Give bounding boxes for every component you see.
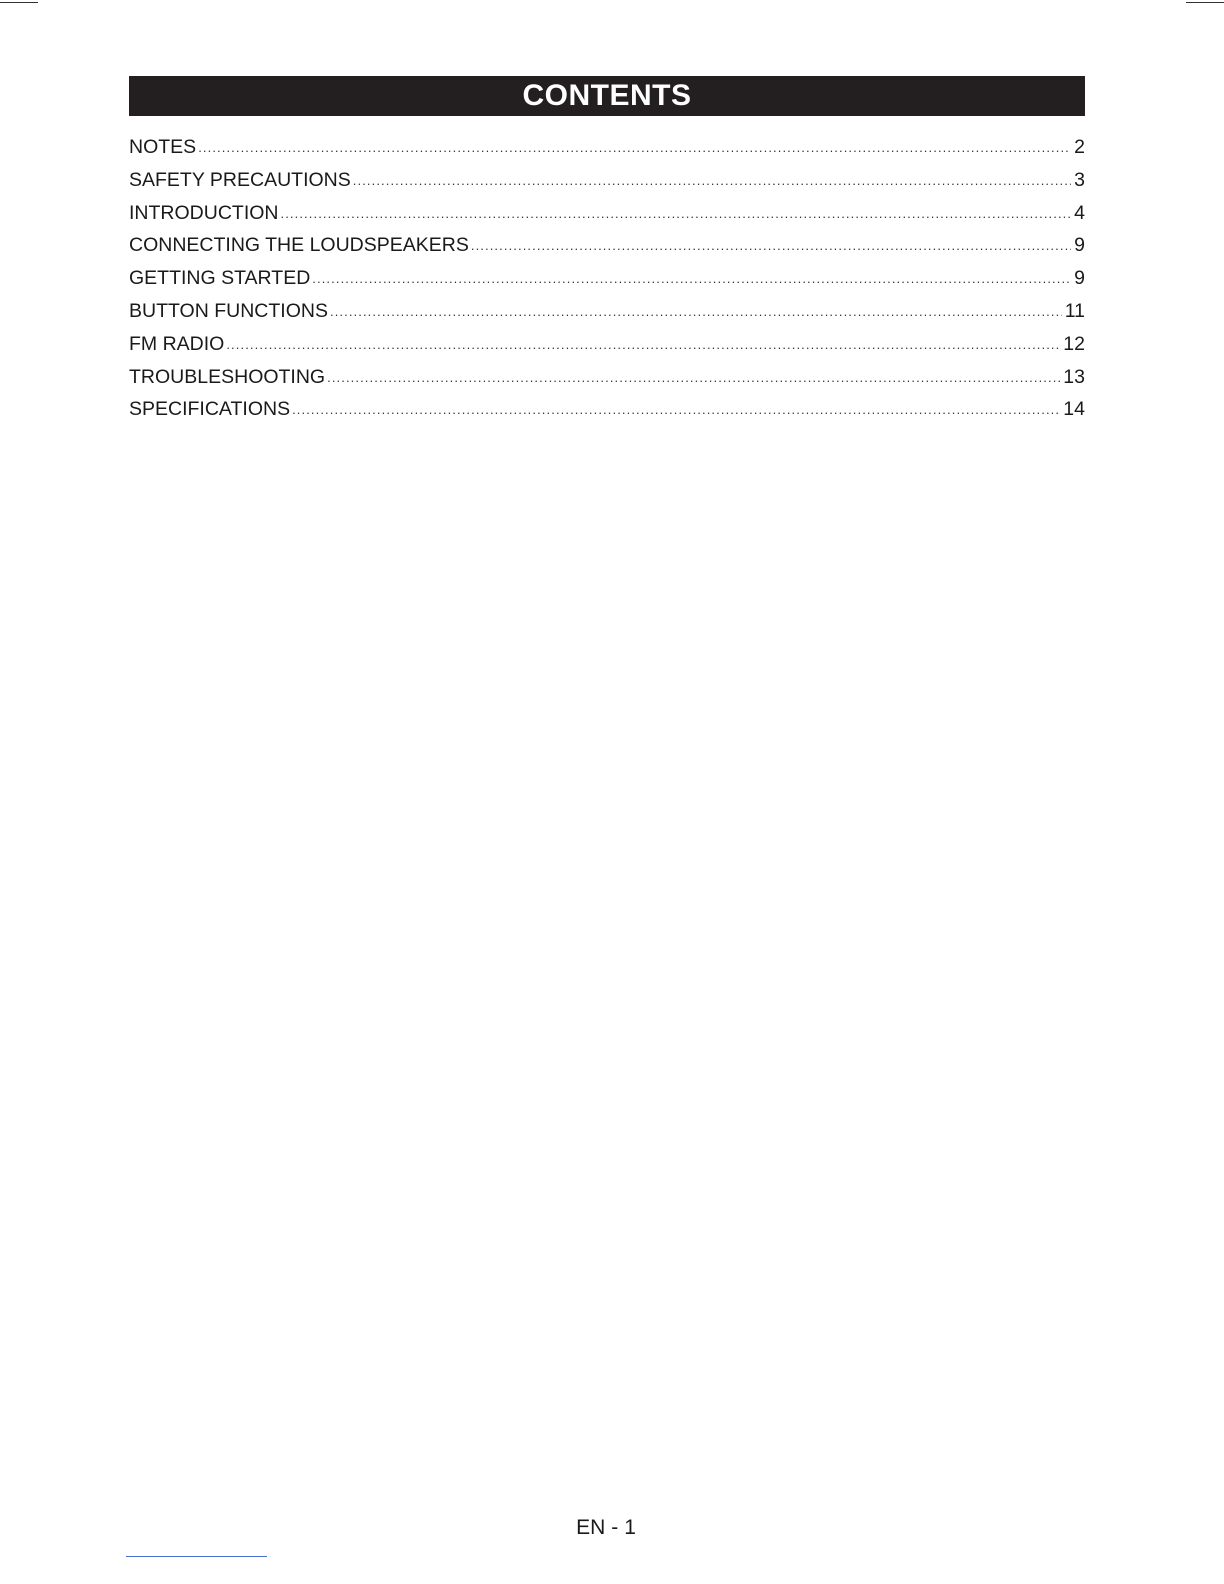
toc-entry-label: CONNECTING THE LOUDSPEAKERS	[129, 234, 469, 257]
dot-leader	[312, 263, 1071, 296]
toc-entry-page: 2	[1074, 136, 1085, 158]
toc-entry-fm-radio[interactable]	[129, 328, 1085, 361]
toc-entry-page: 3	[1074, 168, 1085, 191]
footer-rule	[126, 1556, 267, 1557]
toc-entry-introduction[interactable]	[129, 197, 1085, 230]
toc-entry-page: 12	[1063, 332, 1085, 355]
toc-entry-label: TROUBLESHOOTING	[129, 365, 326, 388]
dot-leader	[292, 394, 1060, 427]
toc-entry-getting-started[interactable]	[129, 262, 1085, 295]
toc-entry-page: 13	[1063, 365, 1085, 388]
table-of-contents	[129, 131, 1085, 426]
dot-leader	[281, 198, 1072, 231]
toc-entry-label: FM RADIO	[129, 332, 225, 355]
toc-entry-specifications[interactable]	[129, 393, 1085, 426]
page-footer	[0, 1516, 1212, 1540]
toc-entry-label: GETTING STARTED	[129, 267, 311, 290]
toc-entry-label: NOTES	[129, 136, 197, 158]
toc-entry-page: 9	[1074, 267, 1085, 290]
footer-separator: -	[611, 1516, 619, 1539]
dot-leader	[327, 362, 1060, 395]
toc-entry-safety-precautions[interactable]	[129, 164, 1085, 197]
dot-leader	[471, 230, 1071, 263]
crop-mark-left	[0, 2, 38, 3]
toc-entry-page: 14	[1063, 398, 1085, 421]
toc-entry-label: SAFETY PRECAUTIONS	[129, 168, 351, 191]
toc-entry-page: 9	[1074, 234, 1085, 257]
footer-language-code: EN	[576, 1516, 606, 1539]
toc-entry-label: SPECIFICATIONS	[129, 398, 291, 421]
dot-leader	[198, 132, 1071, 165]
crop-mark-right	[1186, 2, 1224, 3]
toc-entry-notes[interactable]	[129, 131, 1085, 164]
toc-entry-label: BUTTON FUNCTIONS	[129, 299, 328, 322]
footer-page-number: 1	[624, 1516, 636, 1539]
toc-entry-button-functions[interactable]	[129, 295, 1085, 328]
toc-entry-page: 11	[1064, 299, 1085, 322]
page-title: CONTENTS	[522, 79, 692, 112]
dot-leader	[226, 329, 1060, 362]
toc-entry-troubleshooting[interactable]	[129, 361, 1085, 394]
toc-entry-connecting-loudspeakers[interactable]	[129, 229, 1085, 262]
dot-leader	[353, 165, 1071, 198]
toc-entry-page: 4	[1074, 201, 1085, 224]
dot-leader	[330, 296, 1062, 329]
toc-entry-label: INTRODUCTION	[129, 201, 279, 224]
contents-header-bar	[129, 76, 1085, 116]
